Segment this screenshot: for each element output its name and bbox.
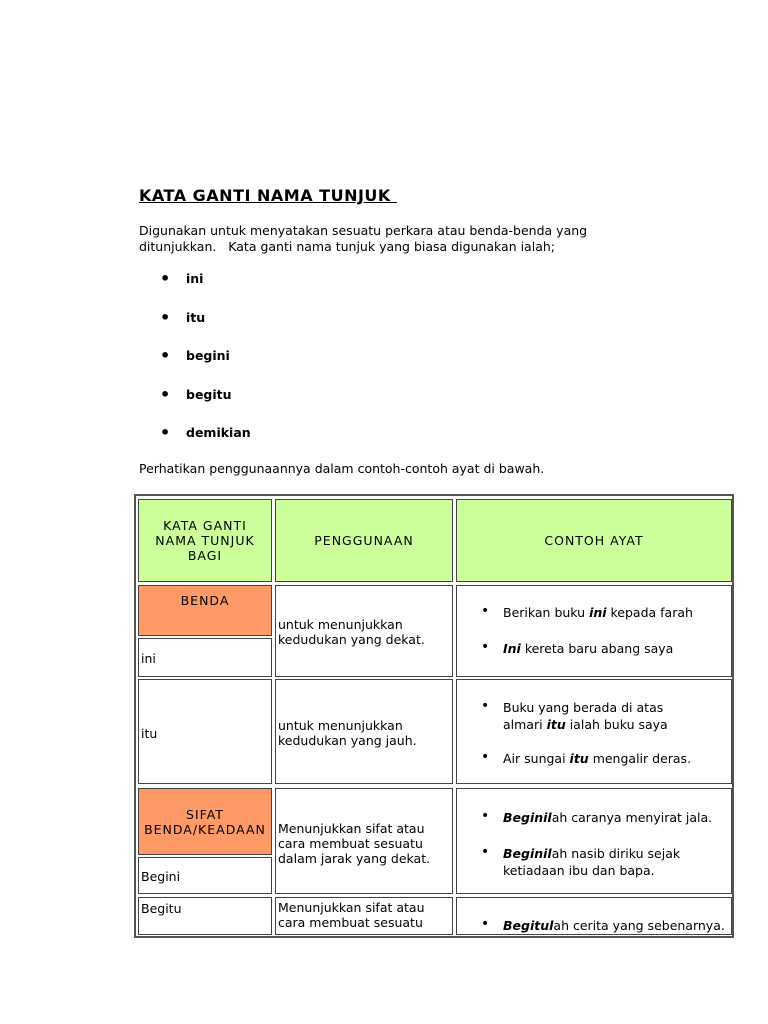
example-cell [456, 788, 732, 894]
header-col-example [456, 499, 732, 582]
bullet-icon: • [160, 423, 171, 442]
usage-text: dalam jarak yang dekat. [278, 851, 431, 866]
usage-table [134, 494, 734, 938]
pronoun-cell [138, 638, 272, 677]
usage-text: Menunjukkan sifat atau [278, 821, 425, 836]
bullet-icon: • [481, 916, 490, 932]
bullet-icon: • [481, 808, 490, 824]
example-item: • Air sungai itu mengalir deras. [481, 749, 692, 766]
example-item: • Ini kereta baru abang saya [481, 639, 674, 656]
category-label: BENDA [180, 593, 230, 608]
list-item-label: ini [186, 271, 204, 286]
list-item [160, 425, 251, 464]
bullet-icon: • [481, 749, 490, 765]
category-sifat [138, 788, 272, 855]
bullet-icon: • [481, 639, 490, 655]
usage-text: cara membuat sesuatu [278, 915, 423, 930]
example-cell [456, 897, 732, 935]
bullet-icon: • [481, 698, 490, 714]
example-cell [456, 679, 732, 784]
pronoun-list [160, 271, 251, 464]
note-text: Perhatikan penggunaannya dalam contoh-contoh ayat di bawah. [139, 461, 545, 476]
example-item: • Beginilah caranya menyirat jala. [481, 808, 713, 825]
header-text: KATA GANTI [163, 518, 247, 533]
list-item [160, 271, 251, 310]
example-item: • Buku yang berada di atas almari itu ialah buku saya [481, 698, 668, 732]
usage-text: cara membuat sesuatu [278, 836, 423, 851]
example-item: • Begitulah cerita yang sebenarnya. [481, 916, 725, 933]
category-benda [138, 585, 272, 636]
pronoun-cell [138, 857, 272, 894]
list-item-label: begini [186, 348, 230, 363]
pronoun-word: itu [141, 726, 158, 741]
usage-text: untuk menunjukkan [278, 617, 403, 632]
usage-cell [275, 788, 453, 894]
category-label: SIFAT [186, 806, 224, 822]
list-item [160, 384, 251, 426]
header-text: NAMA TUNJUK [155, 533, 255, 548]
intro-paragraph [139, 223, 619, 255]
intro-line: Digunakan untuk menyatakan sesuatu perkara atau benda-benda yang [139, 223, 588, 238]
category-label: BENDA/KEADAAN [144, 821, 266, 837]
header-text: CONTOH AYAT [544, 533, 644, 548]
header-col-pronoun [138, 499, 272, 582]
bullet-icon: • [481, 844, 490, 860]
bullet-icon: • [160, 346, 171, 365]
bullet-icon: • [160, 269, 171, 288]
usage-cell [275, 585, 453, 677]
usage-text: kedudukan yang dekat. [278, 632, 425, 647]
usage-cell [275, 897, 453, 935]
header-text: BAGI [187, 548, 223, 563]
list-item [160, 307, 251, 349]
pronoun-cell [138, 897, 272, 935]
list-item-label: begitu [186, 386, 232, 402]
usage-text: kedudukan yang jauh. [278, 733, 417, 748]
list-item-label: demikian [186, 425, 251, 440]
list-item [160, 348, 251, 387]
bullet-icon: • [160, 307, 171, 327]
pronoun-word: ini [141, 651, 156, 666]
usage-cell [275, 679, 453, 784]
example-item: • Beginilah nasib diriku sejak ketiadaan ibu dan bapa. [481, 844, 681, 878]
page-title: KATA GANTI NAMA TUNJUK [139, 186, 397, 205]
list-item-label: itu [186, 309, 206, 325]
intro-line: ditunjukkan. Kata ganti nama tunjuk yang biasa digunakan ialah; [139, 239, 555, 254]
usage-text: untuk menunjukkan [278, 718, 403, 733]
pronoun-word: Begitu [141, 901, 182, 916]
header-col-usage [275, 499, 453, 582]
pronoun-cell [138, 679, 272, 784]
example-item: • Berikan buku ini kepada farah [481, 603, 693, 620]
example-cell [456, 585, 732, 677]
pronoun-word: Begini [141, 869, 181, 884]
bullet-icon: • [160, 384, 171, 404]
bullet-icon: • [481, 603, 490, 619]
usage-text: Menunjukkan sifat atau [278, 900, 425, 915]
header-text: PENGGUNAAN [314, 533, 414, 548]
